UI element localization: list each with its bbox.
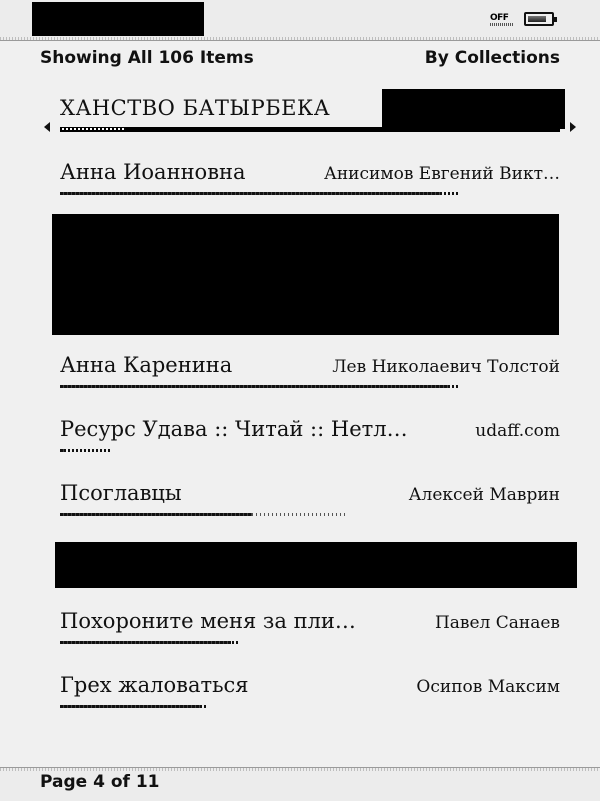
sort-by-collections-button[interactable]: By Collections [424,48,560,68]
book-title: Анна Каренина [60,353,233,377]
book-title: Псоглавцы [60,481,182,505]
book-item[interactable] [0,609,600,649]
book-author: Лев Николаевич Толстой [332,357,560,377]
reading-progress [60,705,208,708]
status-bar [0,0,600,41]
redacted-collection-info [382,89,565,129]
collection-progress-indicator [62,128,124,130]
reading-progress [60,449,112,452]
reading-progress-fill [60,385,448,388]
reading-progress [60,641,240,644]
reading-progress [60,513,347,516]
wireless-status-label: OFF [490,13,509,23]
collection-title: ХАНСТВО БАТЫРБЕКА [60,96,331,120]
book-author: Павел Санаев [434,613,560,633]
selection-underline [60,127,560,132]
redacted-item [52,214,559,335]
footer-bar [0,767,600,801]
redacted-item [55,542,577,588]
book-author: udaff.com [475,421,560,441]
wireless-off-icon [490,14,514,26]
item-count-label: Showing All 106 Items [40,48,254,68]
page-indicator: Page 4 of 11 [40,772,160,792]
reading-progress-fill [60,192,440,195]
book-title: Грех жаловаться [60,673,249,697]
book-item[interactable] [0,417,600,457]
redacted-device-name [32,2,204,36]
arrow-left-icon[interactable] [44,122,50,132]
reading-progress-fill [60,641,231,644]
book-author: Анисимов Евгений Викт… [323,164,560,184]
battery-icon [524,12,554,26]
book-author: Алексей Маврин [408,485,560,505]
book-author: Осипов Максим [416,677,560,697]
reading-progress-fill [60,449,66,452]
reading-progress [60,192,460,195]
arrow-right-icon[interactable] [570,122,576,132]
collection-item[interactable] [0,96,600,140]
book-title: Ресурс Удава :: Читай :: Нетл… [60,417,408,441]
book-item[interactable] [0,481,600,521]
book-item[interactable] [0,673,600,713]
battery-level-fill [528,16,546,22]
book-title: Похороните меня за пли… [60,609,356,633]
reading-progress-fill [60,513,252,516]
reading-progress-fill [60,705,201,708]
reading-progress [60,385,460,388]
book-item[interactable] [0,353,600,393]
book-item[interactable] [0,160,600,200]
book-title: Анна Иоанновна [60,160,246,184]
